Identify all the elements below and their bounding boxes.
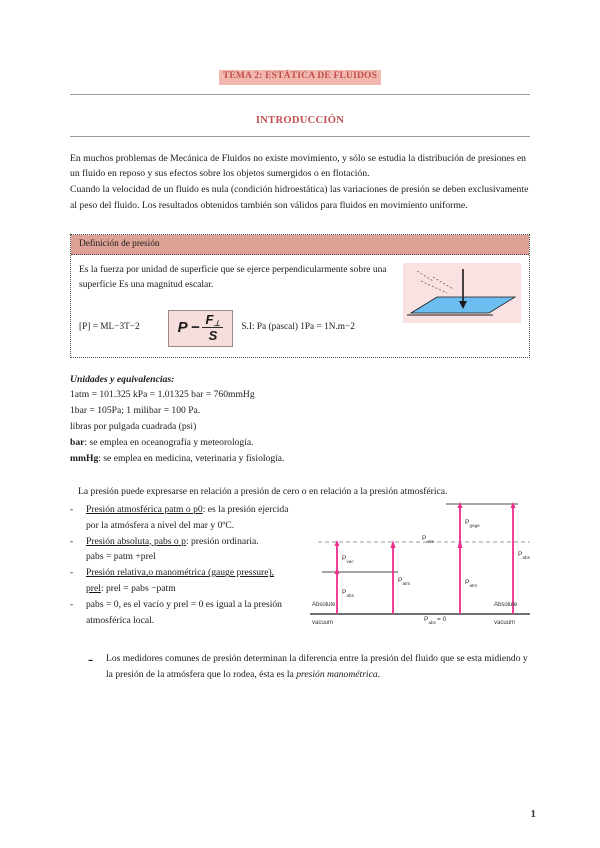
list-item-underlined-2: prel bbox=[86, 583, 101, 595]
pressure-relations-list bbox=[70, 502, 320, 629]
units-title: Unidades y equivalencias: bbox=[70, 373, 175, 385]
list-item-continuation: pabs = patm +prel bbox=[86, 551, 156, 563]
units-line-0: 1atm = 101.325 kPa = 1.01325 bar = 760mmHg bbox=[70, 388, 255, 400]
units-note-1-text: : se emplea en medicina, veterinaria y fisiología. bbox=[98, 453, 285, 465]
dashed-ray-2 bbox=[421, 281, 447, 293]
list-item-continuation: : prel = pabs −patm bbox=[100, 583, 176, 595]
divider-top bbox=[70, 94, 530, 95]
p-abs-mid-label-sub: atm bbox=[469, 583, 478, 589]
baseline-label-sub: abs bbox=[428, 620, 436, 626]
p-gage-label: P bbox=[465, 519, 470, 527]
absolute-vacuum-right-label-2: vacuum bbox=[494, 620, 516, 627]
dashed-ray-1 bbox=[417, 271, 433, 281]
p-vac-label-sub: vac bbox=[346, 559, 354, 565]
p-atm-label: P bbox=[398, 577, 403, 585]
p-vac-arrow-head bbox=[335, 540, 340, 546]
p-gage-arrow-head bbox=[458, 502, 463, 508]
bullet-dash: - bbox=[70, 599, 74, 611]
final-note bbox=[88, 651, 528, 683]
page-content bbox=[70, 0, 530, 683]
units-line-2: libras por pulgada cuadrada (psi) bbox=[70, 421, 197, 432]
list-item bbox=[70, 534, 320, 566]
title-row bbox=[70, 66, 530, 85]
dimensions-text: [P] = ML−3T−2 bbox=[79, 322, 140, 333]
p-abs-mid-label: P bbox=[465, 579, 470, 587]
list-item-body bbox=[86, 597, 320, 629]
formula-numerator bbox=[202, 313, 223, 329]
units-note-0-term: bar bbox=[70, 437, 85, 449]
intro-paragraph-1: En muchos problemas de Mecánica de Fluidos no existe movimiento, y sólo se estudia la distribución de presiones en un fluido en reposo y sus efectos sobre los objetos sumergidos o en flotación. bbox=[70, 152, 527, 180]
list-item-underlined: Presión relativa,o manométrica (gauge pressure), bbox=[86, 567, 275, 579]
list-item-continuation: atmosférica local. bbox=[86, 615, 155, 627]
formula-denominator: S bbox=[208, 328, 218, 344]
final-note-emphasis: presión manométrica bbox=[296, 668, 378, 680]
formula-fraction bbox=[202, 313, 223, 343]
bullet-dash: - bbox=[70, 503, 74, 515]
p-atm-line-label: P bbox=[422, 535, 427, 543]
formula-left-term: P bbox=[177, 319, 188, 337]
dashed-ray-3 bbox=[433, 277, 453, 289]
p-vac-label: P bbox=[342, 555, 347, 563]
bullet-dash: - bbox=[70, 567, 74, 579]
baseline-label: P bbox=[424, 616, 429, 624]
pressure-relations-intro: La presión puede expresarse en relación a presión de cero o en relación a la presión atmosférica. bbox=[78, 486, 448, 498]
definition-box bbox=[70, 234, 530, 358]
formula-operator: − bbox=[190, 319, 200, 337]
p-abs-right-label-sub: abs bbox=[522, 555, 530, 561]
list-item-rest: : es la presión ejercida bbox=[202, 503, 289, 515]
list-item bbox=[70, 502, 320, 534]
page-title: TEMA 2: ESTÁTICA DE FLUIDOS bbox=[219, 70, 381, 85]
intro-paragraph-2: Cuando la velocidad de un fluido es nula (condición hidroestática) las variaciones de presión se deben exclusivamente al peso del fluido. Los resultados obtenidos también son válidos para fluidos en movimiento uniforme. bbox=[70, 184, 529, 211]
units-block bbox=[70, 374, 530, 468]
p-atm-line-label-sub: atm bbox=[426, 539, 435, 545]
absolute-vacuum-left-label-2: vacuum bbox=[312, 620, 334, 627]
list-item-underlined: Presión absoluta, pabs o p bbox=[86, 535, 186, 547]
units-note-1-term: mmHg bbox=[70, 453, 99, 465]
formula-numerator-subscript: ⊥ bbox=[213, 318, 221, 328]
list-item-body bbox=[86, 534, 320, 566]
pressure-relations-block bbox=[70, 484, 530, 629]
list-item bbox=[70, 565, 320, 597]
section-heading: INTRODUCCIÓN bbox=[255, 114, 345, 126]
final-note-body bbox=[106, 651, 528, 683]
pressure-diagram-svg bbox=[304, 478, 536, 638]
si-units-text: S.I: Pa (pascal) 1Pa = 1N.m−2 bbox=[241, 322, 355, 333]
page-number: 1 bbox=[530, 808, 536, 820]
formula-row bbox=[79, 310, 419, 347]
p-abs-low-label-sub: abs bbox=[346, 593, 354, 599]
pressure-formula bbox=[168, 310, 234, 347]
definition-box-body bbox=[71, 255, 529, 357]
final-note-text-after: . bbox=[377, 668, 381, 680]
p-gage-label-sub: gage bbox=[469, 523, 480, 529]
list-item-continuation: por la atmósfera a nivel del mar y 0ºC. bbox=[86, 519, 235, 531]
p-abs-low-label: P bbox=[342, 589, 347, 597]
list-item-rest: pabs = 0, es el vacío y prel = 0 es igual a la presión bbox=[86, 599, 282, 611]
list-item-underlined: Presión atmosférica patm o p0 bbox=[86, 503, 203, 515]
divider-under-heading bbox=[70, 136, 530, 137]
bullet-dash: - bbox=[88, 651, 94, 669]
list-item-rest: : presión ordinaria. bbox=[185, 535, 259, 547]
units-note-1 bbox=[70, 451, 530, 467]
list-item-body bbox=[86, 565, 320, 597]
p-abs-low-arrow-head bbox=[335, 568, 340, 574]
units-note-0-text: : se emplea en oceanografía y meteorología. bbox=[84, 437, 254, 449]
list-item-body bbox=[86, 502, 320, 534]
final-note-text-before: Los medidores comunes de presión determinan la diferencia entre la presión del fluido que se esta midiendo y la presión de la atmósfera que lo rodea, ésta es la bbox=[106, 653, 528, 680]
p-abs-high-arrow-head bbox=[511, 502, 516, 508]
baseline-label-eq: = 0 bbox=[437, 616, 447, 624]
absolute-gauge-vacuum-pressure-diagram bbox=[304, 478, 536, 638]
pressure-on-surface-diagram bbox=[403, 263, 521, 323]
bullet-dash: - bbox=[70, 535, 74, 547]
p-atm-second-arrow-head bbox=[458, 540, 463, 548]
list-item bbox=[70, 597, 320, 629]
p-atm-arrow-head bbox=[391, 540, 396, 548]
definition-box-header: Definición de presión bbox=[71, 235, 529, 255]
units-note-0 bbox=[70, 435, 530, 451]
p-atm-label-sub: atm bbox=[402, 581, 411, 587]
absolute-vacuum-right-label: Absolute bbox=[494, 602, 518, 609]
p-abs-right-label: P bbox=[518, 551, 523, 559]
formula-numerator-symbol: F bbox=[205, 311, 214, 327]
definition-text: Es la fuerza por unidad de superficie que se ejerce perpendicularmente sobre una superficie Es una magnitud escalar. bbox=[79, 264, 387, 291]
absolute-vacuum-left-label: Absolute bbox=[312, 602, 336, 609]
units-line-1: 1bar = 105Pa; 1 milibar = 100 Pa. bbox=[70, 404, 201, 416]
surface-figure-svg bbox=[403, 263, 521, 323]
